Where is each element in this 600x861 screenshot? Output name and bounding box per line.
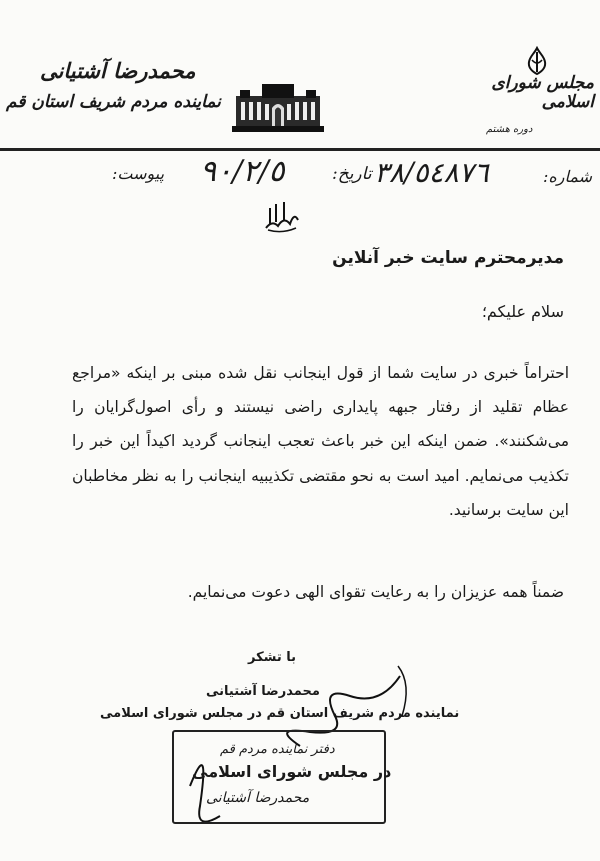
date-value: ٩٠/٢/٥ <box>200 154 285 189</box>
representative-name-header: محمدرضا آشتیانی <box>40 58 196 83</box>
stamp-line-2: در مجلس شورای اسلامی <box>192 762 392 781</box>
letter-paragraph: احتراماً خبری در سایت شما از قول اینجانب نقل شده مبنی بر اینکه «مراجع عظام تقلید از رفتار جبهه پایداری راضی نیستند و رأی اصول‌گرایان را می‌شکنند». ضمن اینکه این خبر باعث تعجب اینجانب گردید اکیداً این خبر را تکذیب می‌نمایم. امید است به نحو مقتضی تکذیبیه اینجانب را به نظر مخاطبان این سایت برسانید. <box>72 364 569 519</box>
signatory-title: نماینده مردم شریف استان قم در مجلس شورای اسلامی <box>100 706 460 721</box>
parliament-logo-text: مجلس شورای اسلامی <box>491 73 594 112</box>
letter-body <box>72 356 569 527</box>
closing-line: ضمناً همه عزیزان را به رعایت تقوای الهی دعوت می‌نمایم. <box>187 583 564 601</box>
number-value: ٣٨/٥٤٨٧٦ <box>374 156 489 189</box>
stamp-line-1: دفتر نماینده مردم قم <box>220 742 335 757</box>
parliament-term: دوره هشتم <box>486 124 533 135</box>
thanks-line: با تشکر <box>248 650 297 665</box>
greeting-line: سلام علیکم؛ <box>481 302 564 321</box>
header-divider <box>0 148 600 151</box>
signatory-name: محمدرضا آشتیانی <box>206 684 320 699</box>
stamp-line-3: محمدرضا آشتیانی <box>206 790 310 806</box>
number-label: شماره: <box>542 167 592 186</box>
date-label: تاریخ: <box>332 164 372 184</box>
recipient-line: مدیرمحترم سایت خبر آنلاین <box>332 248 564 268</box>
iran-emblem-icon <box>524 46 550 76</box>
parliament-building-icon <box>232 82 324 132</box>
representative-title-header: نماینده مردم شریف استان قم <box>6 92 221 112</box>
basmala-calligraphy-icon <box>262 198 302 234</box>
attachment-label: پیوست: <box>112 164 165 183</box>
